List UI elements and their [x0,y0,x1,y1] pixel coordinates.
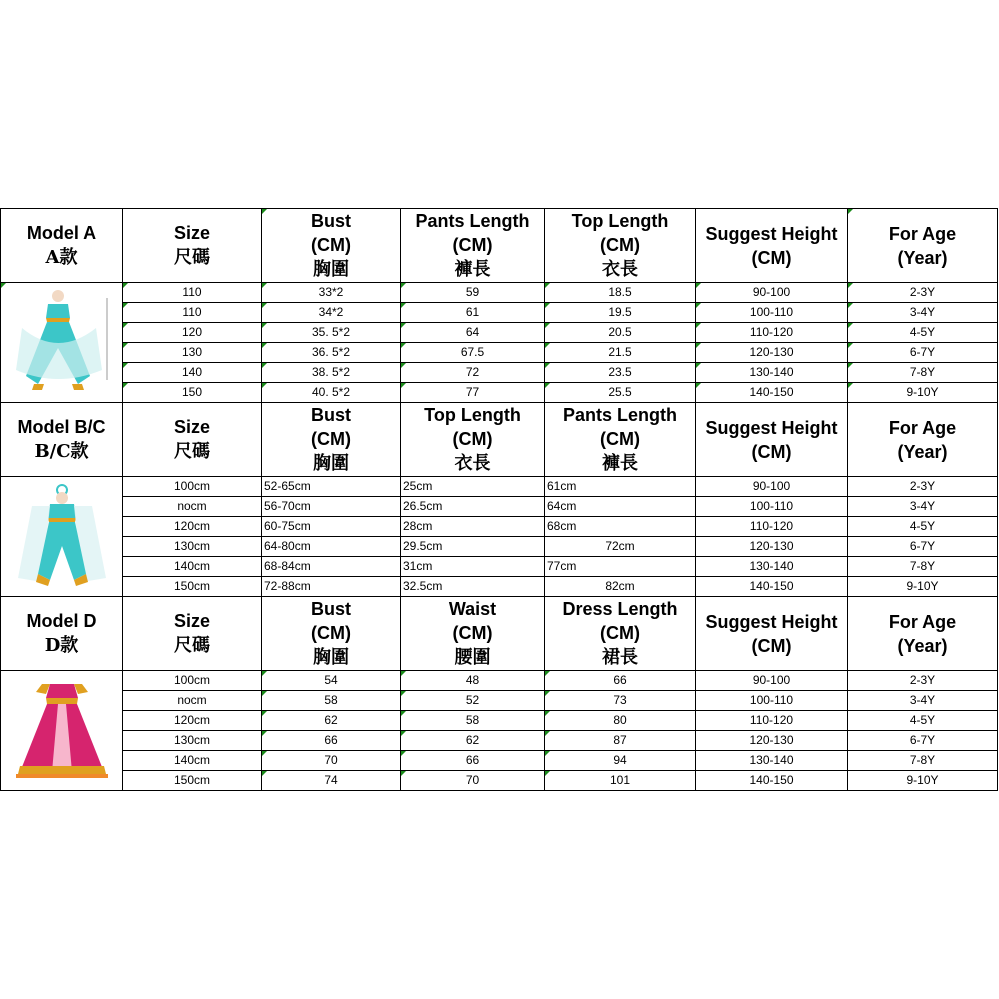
pants-length-cell: 61 [401,303,545,323]
height-cell: 110-120 [696,711,848,731]
pants-length-cell: 72cm [545,537,696,557]
pants-length-cell: 77 [401,383,545,403]
top-length-cell: 19.5 [545,303,696,323]
size-cell: 140cm [123,557,262,577]
size-cell: 120cm [123,711,262,731]
pants-length-cell: 64 [401,323,545,343]
bust-header: Bust (CM) 胸圍 [262,403,401,477]
size-cell: 140 [123,363,262,383]
table-row [1,731,998,751]
age-cell: 3-4Y [848,497,998,517]
dress-length-cell: 101 [545,771,696,791]
turquoise-two-piece-costume-icon [12,288,112,398]
bust-cell: 68-84cm [262,557,401,577]
bust-cell: 54 [262,671,401,691]
table-row [1,751,998,771]
height-cell: 140-150 [696,383,848,403]
bust-cell: 34*2 [262,303,401,323]
age-cell: 4-5Y [848,323,998,343]
model-d-label: Model D D款 [1,597,123,671]
size-cell: 140cm [123,751,262,771]
size-cell: 120 [123,323,262,343]
table-row [1,517,998,537]
suggest-height-header: Suggest Height (CM) [696,597,848,671]
bust-cell: 66 [262,731,401,751]
height-cell: 140-150 [696,771,848,791]
waist-header: Waist (CM) 腰圍 [401,597,545,671]
top-length-header: Top Length (CM) 衣長 [401,403,545,477]
pants-length-cell: 64cm [545,497,696,517]
section-bc-header-row [1,403,998,477]
top-length-cell: 28cm [401,517,545,537]
top-length-cell: 23.5 [545,363,696,383]
dress-length-cell: 66 [545,671,696,691]
for-age-header: For Age (Year) [848,209,998,283]
table-row [1,363,998,383]
age-cell: 7-8Y [848,557,998,577]
dress-length-cell: 94 [545,751,696,771]
height-cell: 140-150 [696,577,848,597]
size-cell: 100cm [123,477,262,497]
size-cell: 130cm [123,731,262,751]
age-cell: 9-10Y [848,771,998,791]
height-cell: 110-120 [696,323,848,343]
table-row [1,383,998,403]
size-chart-table [0,208,998,791]
height-cell: 120-130 [696,343,848,363]
size-cell: 150cm [123,577,262,597]
waist-cell: 70 [401,771,545,791]
section-a-header-row [1,209,998,283]
top-length-cell: 18.5 [545,283,696,303]
table-row [1,557,998,577]
table-row [1,477,998,497]
table-row [1,771,998,791]
height-cell: 110-120 [696,517,848,537]
pants-length-cell: 68cm [545,517,696,537]
model-a-image [1,283,123,403]
dress-length-cell: 73 [545,691,696,711]
pink-dress-icon [12,676,112,786]
for-age-header: For Age (Year) [848,597,998,671]
for-age-header: For Age (Year) [848,403,998,477]
bust-cell: 40. 5*2 [262,383,401,403]
table-row [1,671,998,691]
height-cell: 100-110 [696,691,848,711]
waist-cell: 48 [401,671,545,691]
age-cell: 6-7Y [848,343,998,363]
age-cell: 7-8Y [848,363,998,383]
suggest-height-header: Suggest Height (CM) [696,209,848,283]
size-header: Size 尺碼 [123,403,262,477]
height-cell: 130-140 [696,363,848,383]
height-cell: 90-100 [696,477,848,497]
pants-length-cell: 67.5 [401,343,545,363]
waist-cell: 52 [401,691,545,711]
age-cell: 9-10Y [848,577,998,597]
table-row [1,537,998,557]
bust-cell: 70 [262,751,401,771]
height-cell: 90-100 [696,283,848,303]
pants-length-cell: 61cm [545,477,696,497]
bust-cell: 36. 5*2 [262,343,401,363]
waist-cell: 66 [401,751,545,771]
dress-length-header: Dress Length (CM) 裙長 [545,597,696,671]
height-cell: 100-110 [696,303,848,323]
size-cell: 110 [123,283,262,303]
table-row [1,691,998,711]
size-cell: 110 [123,303,262,323]
age-cell: 3-4Y [848,303,998,323]
size-header: Size 尺碼 [123,597,262,671]
table-row [1,303,998,323]
height-cell: 130-140 [696,557,848,577]
bust-cell: 56-70cm [262,497,401,517]
size-cell: 150cm [123,771,262,791]
bust-cell: 52-65cm [262,477,401,497]
bust-header: Bust (CM) 胸圍 [262,597,401,671]
age-cell: 9-10Y [848,383,998,403]
bust-cell: 38. 5*2 [262,363,401,383]
height-cell: 130-140 [696,751,848,771]
bust-cell: 35. 5*2 [262,323,401,343]
waist-cell: 58 [401,711,545,731]
bust-cell: 33*2 [262,283,401,303]
table-row [1,497,998,517]
age-cell: 2-3Y [848,283,998,303]
size-header: Size 尺碼 [123,209,262,283]
age-cell: 6-7Y [848,537,998,557]
top-length-header: Top Length (CM) 衣長 [545,209,696,283]
bust-header: Bust (CM) 胸圍 [262,209,401,283]
dress-length-cell: 80 [545,711,696,731]
size-cell: 130 [123,343,262,363]
pants-length-header: Pants Length (CM) 褲長 [401,209,545,283]
table-row [1,343,998,363]
table-row [1,283,998,303]
size-cell: 130cm [123,537,262,557]
top-length-cell: 25.5 [545,383,696,403]
top-length-cell: 32.5cm [401,577,545,597]
size-cell: nocm [123,497,262,517]
table-row [1,323,998,343]
model-d-image [1,671,123,791]
model-bc-image [1,477,123,597]
pants-length-cell: 82cm [545,577,696,597]
top-length-cell: 31cm [401,557,545,577]
height-cell: 90-100 [696,671,848,691]
top-length-cell: 26.5cm [401,497,545,517]
age-cell: 6-7Y [848,731,998,751]
bust-cell: 72-88cm [262,577,401,597]
age-cell: 4-5Y [848,517,998,537]
section-d-header-row [1,597,998,671]
top-length-cell: 25cm [401,477,545,497]
pants-length-cell: 59 [401,283,545,303]
model-a-label: Model A A款 [1,209,123,283]
size-cell: nocm [123,691,262,711]
size-cell: 150 [123,383,262,403]
pants-length-cell: 72 [401,363,545,383]
top-length-cell: 21.5 [545,343,696,363]
age-cell: 2-3Y [848,671,998,691]
height-cell: 120-130 [696,731,848,751]
dress-length-cell: 87 [545,731,696,751]
model-bc-label: Model B/C B/C款 [1,403,123,477]
pants-length-cell: 77cm [545,557,696,577]
age-cell: 3-4Y [848,691,998,711]
bust-cell: 60-75cm [262,517,401,537]
size-cell: 100cm [123,671,262,691]
size-cell: 120cm [123,517,262,537]
table-row [1,711,998,731]
age-cell: 4-5Y [848,711,998,731]
turquoise-costume-with-cape-icon [12,482,112,592]
height-cell: 120-130 [696,537,848,557]
height-cell: 100-110 [696,497,848,517]
bust-cell: 58 [262,691,401,711]
top-length-cell: 29.5cm [401,537,545,557]
pants-length-header: Pants Length (CM) 褲長 [545,403,696,477]
top-length-cell: 20.5 [545,323,696,343]
suggest-height-header: Suggest Height (CM) [696,403,848,477]
bust-cell: 62 [262,711,401,731]
age-cell: 2-3Y [848,477,998,497]
age-cell: 7-8Y [848,751,998,771]
table-row [1,577,998,597]
bust-cell: 74 [262,771,401,791]
bust-cell: 64-80cm [262,537,401,557]
waist-cell: 62 [401,731,545,751]
